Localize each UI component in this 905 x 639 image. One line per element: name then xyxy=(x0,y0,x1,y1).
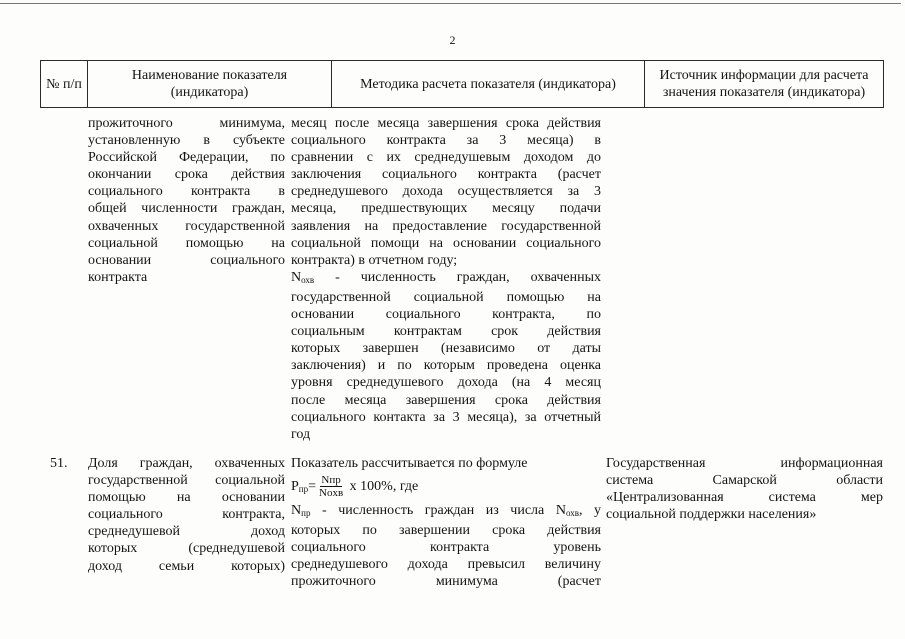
row-cont-method-line: после месяца завершения срока действия xyxy=(291,392,601,408)
row-cont-method-line: месяца, предшествующих месяцу подачи xyxy=(291,201,601,217)
row-cont-method xyxy=(291,115,601,443)
row-51-method-intro: Показатель рассчитывается по формуле xyxy=(291,456,528,471)
row-cont-method-line: месяц после месяца завершения срока действия xyxy=(291,116,601,131)
row-cont-name-line: социальной помощью на xyxy=(88,235,285,251)
row-cont-method-line: заключения социального контракта (расчет xyxy=(291,167,601,183)
row-51-source-line: Государственная информационная xyxy=(606,456,883,471)
formula-numerator: Nпр xyxy=(321,474,341,487)
row-51-formula xyxy=(291,472,601,502)
row-51-number: 51. xyxy=(50,456,68,471)
row-51-source-line: социальной поддержки населения» xyxy=(606,507,817,523)
row-cont-method-line: контракта) в отчетном году; xyxy=(291,252,458,268)
noxv-inline-symbol: $N_{охв}$ xyxy=(555,503,579,519)
row-51-method-line: социального контракта уровень xyxy=(291,540,601,556)
row-51-name-line: социального контракта, xyxy=(88,507,285,523)
header-col-method: Методика расчета показателя (индикатора) xyxy=(332,61,645,107)
row-51-name-line: которых (среднедушевой xyxy=(88,541,285,557)
row-cont-name-line: окончании срока действия xyxy=(88,167,285,183)
page-number: 2 xyxy=(449,33,456,47)
row-cont-method-line: государственной социальной помощью на xyxy=(291,289,601,305)
row-cont-name-line: основании социального xyxy=(88,252,285,268)
row-cont-name xyxy=(88,115,285,286)
row-51-source-line: система Самарской области xyxy=(606,473,883,489)
row-cont-method-line: социальным контрактам срок действия xyxy=(291,324,601,340)
header-col-name: Наименование показателя (индикатора) xyxy=(88,61,332,107)
row-cont-method-line: которых завершен (независимо от даты xyxy=(291,341,601,357)
row-51-name-line: помощью на основании xyxy=(88,490,285,506)
table-header xyxy=(40,60,884,108)
row-51-method xyxy=(291,455,601,591)
row-cont-name-line: установленную в субъекте xyxy=(88,133,285,149)
formula-equals: = xyxy=(308,479,317,495)
row-51-method-line: которых по завершении срока действия xyxy=(291,523,601,539)
row-cont-method-line: заявления на предоставление государственной xyxy=(291,218,601,234)
row-51-name-line: государственной социальной xyxy=(88,473,285,489)
row-cont-name-line: охваченных государственной xyxy=(88,218,285,234)
row-cont-method-line: год xyxy=(291,426,311,442)
formula-tail: x 100%, где xyxy=(349,479,419,495)
top-border-line xyxy=(0,3,901,4)
formula-fraction xyxy=(318,474,344,499)
npr-symbol: $N_{пр}$ xyxy=(291,503,311,519)
npr-definition-first-line: $N_{пр}$ - численность граждан из числа $N_{охв}$, у xyxy=(291,503,602,519)
header-col-source: Источник информации для расчета значения показателя (индикатора) xyxy=(659,68,869,100)
row-cont-name-line: общей численности граждан, xyxy=(88,201,285,217)
row-cont-method-line: социального контракта за 3 месяца) в xyxy=(291,133,601,149)
row-51-method-line: среднедушевого дохода превысил величину xyxy=(291,557,601,573)
row-cont-method-line: среднедушевого дохода осуществляется за 3 xyxy=(291,184,601,200)
row-cont-method-line: социальной помощи на основании социального xyxy=(291,235,601,251)
noxv-symbol: $N_{охв}$ xyxy=(291,269,315,285)
row-51-source-line: «Централизованная система мер xyxy=(606,490,883,506)
row-cont-name-line: прожиточного минимума, xyxy=(88,116,285,131)
formula-denominator: Noхв xyxy=(319,487,344,500)
row-51-name-line: доход семьи которых) xyxy=(88,558,285,574)
header-col-number: № п/п xyxy=(41,61,88,107)
row-51-name xyxy=(88,455,285,575)
row-cont-name-line: Российской Федерации, по xyxy=(88,150,285,166)
formula-p: $P_{пр}$ xyxy=(291,479,309,495)
row-cont-name-line: социального контракта в xyxy=(88,184,285,200)
row-cont-method-line: социального контакта за 3 месяца), за отчетный xyxy=(291,409,601,425)
row-cont-method-line: сравнении с их среднедушевым доходом до xyxy=(291,150,601,166)
noxv-definition-first-line: $N_{охв}$ - численность граждан, охваченных xyxy=(291,269,602,285)
row-51-name-line: среднедушевой доход xyxy=(88,524,285,540)
row-51-source xyxy=(606,455,883,523)
row-cont-method-line: заключения) и по которым проведена оценка xyxy=(291,358,601,374)
row-cont-method-line: основании социального контракта, по xyxy=(291,307,601,323)
row-51-method-line: прожиточного минимума (расчет xyxy=(291,574,601,590)
row-51-name-line: Доля граждан, охваченных xyxy=(88,456,285,471)
row-cont-method-line: уровня среднедушевого дохода (на 4 месяц xyxy=(291,375,601,391)
row-cont-name-line: контракта xyxy=(88,269,148,285)
